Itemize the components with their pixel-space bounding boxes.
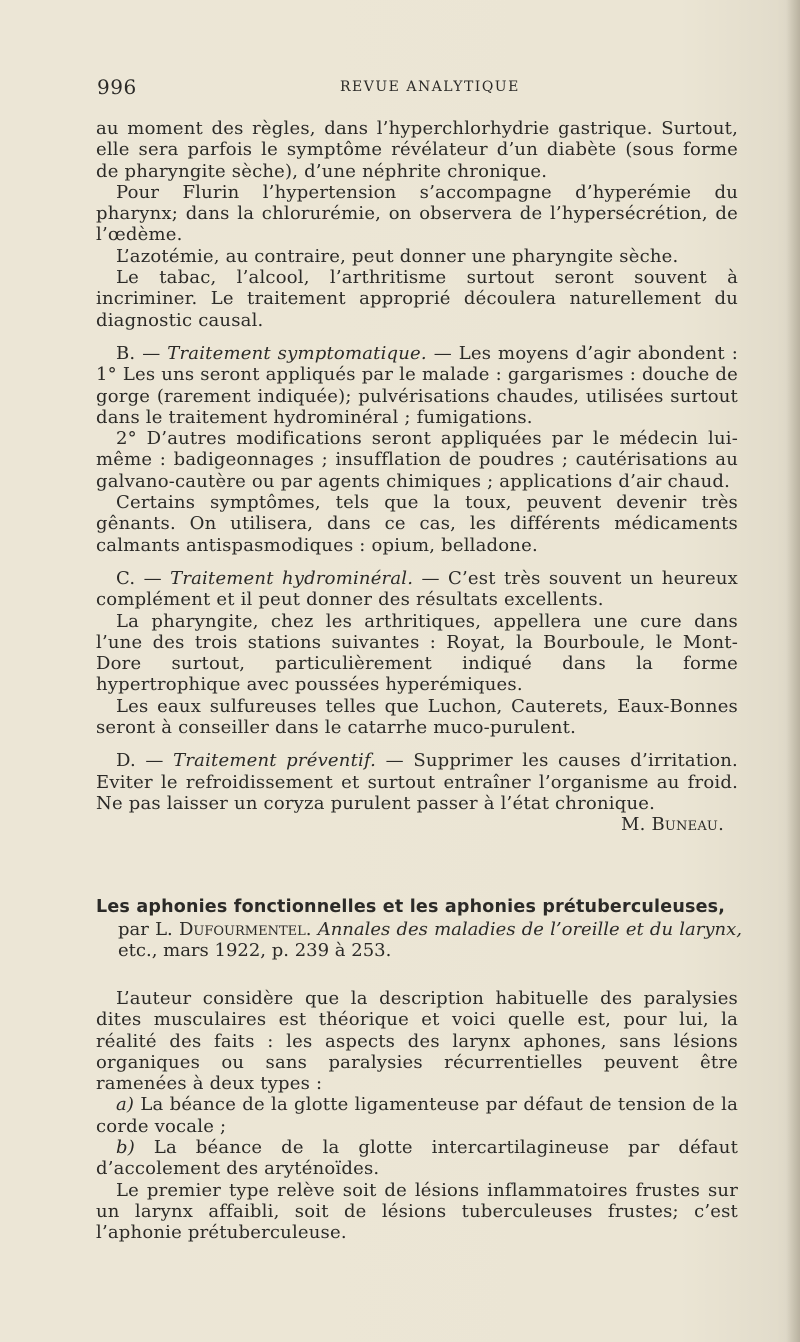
list-label: b) (116, 1137, 135, 1159)
text-column-bottom (96, 988, 738, 1244)
page-edge-shadow (786, 0, 800, 1342)
paragraph: Le premier type relève soit de lésions inflammatoires frustes sur un larynx affaibli, soit de lésions tuberculeuses frustes; c’est l’aphonie prétuberculeuse. (96, 1179, 738, 1244)
citation-author: Dufourmentel. (178, 919, 312, 940)
section-d (96, 750, 738, 814)
paragraph: — Les moyens d’agir abondent : 1° Les uns seront appliqués par le malade : gargarismes : douche de gorge (rarement indiquée); pulvérisations chaudes, utilisées surtout dans le traitement hydrominéral ; fumigations. (96, 342, 738, 428)
page-number: 996 (97, 75, 137, 99)
section-letter: B. — (116, 342, 161, 364)
paragraph: L’azotémie, au contraire, peut donner une pharyngite sèche. (116, 245, 679, 267)
paragraph: Les eaux sulfureuses telles que Luchon, Cauterets, Eaux-Bonnes seront à conseiller dans le catarrhe muco-purulent. (96, 695, 738, 739)
section-c (96, 568, 738, 611)
list-text: La béance de la glotte intercartilagineuse par défaut d’accolement des aryténoïdes. (96, 1137, 739, 1180)
section-letter: C. — (116, 567, 162, 589)
article-title: Les aphonies fonctionnelles et les aphonies prétuberculeuses, (96, 897, 726, 917)
author-signature: M. Buneau. (621, 814, 724, 836)
list-item (96, 1137, 738, 1180)
running-head: REVUE ANALYTIQUE (340, 79, 520, 95)
section-b (96, 343, 738, 428)
section-letter: D. — (116, 750, 164, 772)
paragraph: Certains symptômes, tels que la toux, peuvent devenir très gênants. On utilisera, dans ce cas, les différents médicaments calmants antispasmodiques : opium, belladone. (96, 492, 738, 556)
list-text: La béance de la glotte ligamenteuse par défaut de tension de la corde vocale ; (96, 1094, 739, 1137)
citation-details: etc., mars 1922, p. 239 à 253. (118, 940, 392, 962)
paragraph: Le tabac, l’alcool, l’arthritisme surtout seront souvent à incriminer. Le traitement approprié découlera naturellement du diagnostic causal. (96, 267, 738, 331)
section-title: Traitement symptomatique. (167, 342, 427, 364)
list-item (96, 1094, 738, 1137)
citation-journal: Annales des maladies de l’oreille et du larynx, (317, 919, 742, 940)
paragraph: — C’est très souvent un heureux complément et il peut donner des résultats excellents. (96, 567, 739, 611)
section-title: Traitement préventif. (173, 750, 377, 772)
paragraph: — Supprimer les causes d’irritation. Eviter le refroidissement et surtout entraîner l’organisme au froid. Ne pas laisser un coryza purulent passer à l’état chronique. (96, 750, 738, 814)
citation-by: par L. (118, 919, 173, 940)
text-column-top (96, 118, 738, 836)
paragraph: au moment des règles, dans l’hyperchlorhydrie gastrique. Surtout, elle sera parfois le symptôme révélateur d’un diabète (sous forme de pharyngite sèche), d’une néphrite chronique. (96, 118, 738, 182)
section-title: Traitement hydrominéral. (170, 567, 414, 589)
article-citation (118, 919, 742, 962)
paragraph: 2° D’autres modifications seront appliquées par le médecin lui-même : badigeonnages ; insufflation de poudres ; cautérisations au galvano-cautère ou par agents chimiques ; applications d’air chaud. (96, 428, 738, 492)
paragraph: Pour Flurin l’hypertension s’accompagne d’hyperémie du pharynx; dans la chlorurémie, on observera de l’hypersécrétion, de l’œdème. (96, 181, 738, 246)
paragraph: La pharyngite, chez les arthritiques, appellera une cure dans l’une des trois stations suivantes : Royat, la Bourboule, le Mont-Dore surtout, particulièrement indiqué dans la forme hypertrophique avec poussées hyperémiques. (96, 610, 738, 696)
paragraph: L’auteur considère que la description habituelle des paralysies dites musculaires est théorique et voici quelle est, pour lui, la réalité des faits : les aspects des larynx aphones, sans lésions organiques ou sans paralysies récurrentielles peuvent être ramenées à deux types : (96, 988, 738, 1095)
list-label: a) (116, 1094, 135, 1116)
